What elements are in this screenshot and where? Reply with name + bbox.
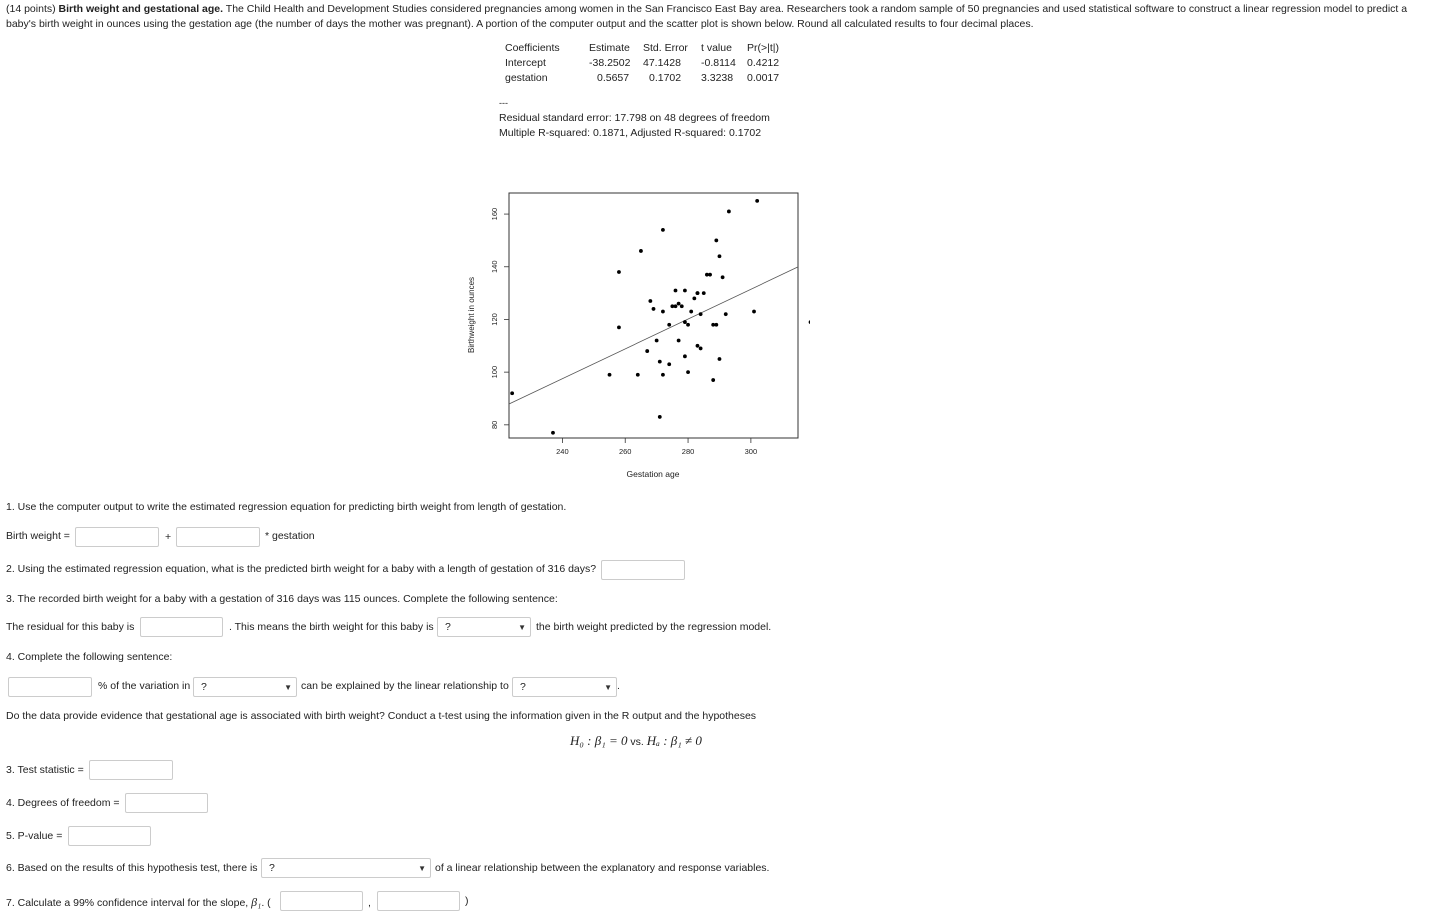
data-point [686, 370, 690, 374]
data-point [617, 325, 621, 329]
data-point [667, 323, 671, 327]
data-point [661, 373, 665, 377]
chevron-down-icon: ▼ [518, 623, 526, 632]
data-point [645, 349, 649, 353]
y-axis-label: Birthweight in ounces [467, 276, 476, 354]
table-header-row [501, 41, 783, 56]
chevron-down-icon: ▼ [284, 683, 292, 692]
x-tick-label: 300 [744, 447, 758, 456]
explanatory-variable-select[interactable] [512, 677, 617, 697]
data-point [809, 320, 810, 324]
open-paren: . ( [261, 897, 271, 909]
y-tick-label: 120 [490, 313, 499, 326]
data-point [658, 415, 662, 419]
table-header: Coefficients [505, 42, 560, 54]
x-axis [556, 438, 757, 456]
residual-suffix: the birth weight predicted by the regression model. [536, 621, 772, 633]
data-point [718, 357, 722, 361]
x-axis-label: Gestation age [626, 469, 680, 479]
residual-input[interactable] [140, 617, 223, 637]
data-point [752, 310, 756, 314]
percent-variation-input[interactable] [8, 677, 92, 697]
data-point [686, 323, 690, 327]
select-value: ? [201, 681, 207, 693]
data-point [639, 249, 643, 253]
plus-sign: + [165, 531, 172, 543]
conclusion-suffix: of a linear relationship between the explanatory and response variables. [435, 862, 770, 874]
y-tick-label: 100 [490, 365, 499, 379]
hypothesis-question: Do the data provide evidence that gestational age is associated with birth weight? Conduct a t-test using the information given in the R output and the hypotheses [6, 710, 757, 722]
output-separator: --- [499, 98, 508, 108]
problem-title: Birth weight and gestational age. [58, 3, 224, 15]
data-point [658, 360, 662, 364]
ci-lower-input[interactable] [280, 891, 363, 911]
question-1-text: 1. Use the computer output to write the estimated regression equation for predicting birth weight from length of gestation. [6, 501, 567, 513]
table-cell: gestation [505, 72, 548, 84]
data-point [648, 299, 652, 303]
ci-upper-input[interactable] [377, 891, 460, 911]
select-value: ? [520, 681, 526, 693]
data-point [677, 302, 681, 306]
data-point [652, 307, 656, 311]
response-variable-select[interactable] [193, 677, 297, 697]
data-point [677, 339, 681, 343]
data-point [714, 239, 718, 243]
chevron-down-icon: ▼ [604, 683, 612, 692]
vs-text: vs. [627, 736, 647, 748]
r-squared-line: Multiple R-squared: 0.1871, Adjusted R-squared: 0.1702 [499, 127, 762, 139]
evidence-select[interactable] [261, 858, 431, 878]
data-point [617, 270, 621, 274]
table-header: Std. Error [643, 42, 688, 54]
ci-comma: , [368, 897, 371, 909]
residual-middle-text: . This means the birth weight for this baby is [229, 621, 434, 633]
linear-relationship-text: can be explained by the linear relationship to [301, 680, 509, 692]
y-tick-label: 160 [490, 207, 499, 221]
degrees-of-freedom-input[interactable] [125, 793, 208, 813]
scatter-plot [460, 185, 810, 485]
problem-intro [6, 2, 1426, 32]
data-point [711, 378, 715, 382]
x-tick-label: 280 [681, 447, 695, 456]
predicted-weight-input[interactable] [601, 560, 685, 580]
points-label: (14 points) [6, 3, 56, 15]
table-cell: 0.4212 [747, 57, 780, 69]
table-cell: 0.1702 [649, 72, 682, 84]
hypotheses-formula [570, 733, 702, 749]
gestation-suffix: * gestation [265, 530, 315, 542]
test-statistic-input[interactable] [89, 760, 173, 780]
intercept-input[interactable] [75, 527, 159, 547]
data-point [661, 310, 665, 314]
data-point [674, 304, 678, 308]
y-tick-label: 140 [490, 260, 499, 274]
data-point [510, 391, 514, 395]
table-cell: 0.0017 [747, 72, 780, 84]
select-value: ? [269, 862, 275, 874]
data-point [708, 273, 712, 277]
data-point [696, 291, 700, 295]
data-point [683, 320, 687, 324]
chevron-down-icon: ▼ [418, 864, 426, 873]
table-cell: 47.1428 [643, 57, 681, 69]
data-point [683, 354, 687, 358]
regression-output [501, 41, 783, 86]
table-cell: 3.3238 [701, 72, 734, 84]
table-cell: -0.8114 [701, 57, 736, 69]
data-point [721, 275, 725, 279]
table-cell: Intercept [505, 57, 546, 69]
y-axis [490, 208, 509, 429]
data-point [674, 289, 678, 293]
residual-prefix: The residual for this baby is [6, 621, 135, 633]
coefficients-table [501, 41, 783, 86]
x-tick-label: 240 [556, 447, 569, 456]
residual-standard-error: Residual standard error: 17.798 on 48 degrees of freedom [499, 112, 770, 124]
data-point [718, 254, 722, 258]
data-point [655, 339, 659, 343]
question-2-text: 2. Using the estimated regression equation, what is the predicted birth weight for a baby with a length of gestation of 316 days? [6, 563, 597, 575]
confidence-interval-label [6, 895, 271, 910]
test-statistic-label: 3. Test statistic = [6, 764, 84, 776]
data-point [608, 373, 612, 377]
table-cell: -38.2502 [589, 57, 631, 69]
data-point [683, 289, 687, 293]
table-header: Pr(>|t|) [747, 42, 779, 54]
comparison-select[interactable] [437, 617, 531, 637]
data-point [636, 373, 640, 377]
data-point [689, 310, 693, 314]
data-point [699, 347, 703, 351]
question-4-text: 4. Complete the following sentence: [6, 651, 173, 663]
data-point [692, 296, 696, 300]
data-point [702, 291, 706, 295]
problem-text: The Child Health and Development Studies considered pregnancies among women in the San Francisco East Bay area. Researchers took a random sample of 50 pregnancies and used statistical software to construct a linear regression model to predict a baby's birth weight in ounces using the gestation age (the number of days the mother was pregnant). A portion of the computer output and the scatter plot is shown below. Round all calculated results to four decimal places. [6, 3, 1408, 30]
p-value-input[interactable] [68, 826, 151, 846]
data-point [661, 228, 665, 232]
table-row [501, 56, 783, 71]
table-row [501, 71, 783, 86]
null-hypothesis: H₀ : β₁ = 0 [570, 733, 628, 748]
data-point [727, 210, 731, 214]
x-tick-label: 260 [618, 447, 632, 456]
plot-frame [509, 193, 798, 438]
select-value: ? [445, 621, 451, 633]
close-paren: ) [465, 895, 469, 907]
data-point [667, 362, 671, 366]
table-header: Estimate [589, 42, 630, 54]
sentence-end: . [617, 680, 620, 692]
degrees-of-freedom-label: 4. Degrees of freedom = [6, 797, 120, 809]
table-cell: 0.5657 [597, 72, 630, 84]
data-point [714, 323, 718, 327]
alternative-hypothesis: Hₐ : β₁ ≠ 0 [646, 733, 702, 748]
ci-prefix: 7. Calculate a 99% confidence interval for the slope, [6, 897, 249, 909]
p-value-label: 5. P-value = [6, 830, 63, 842]
data-point [551, 431, 555, 435]
slope-input[interactable] [176, 527, 260, 547]
question-3-text: 3. The recorded birth weight for a baby with a gestation of 316 days was 115 ounces. Complete the following sentence: [6, 593, 558, 605]
data-point [680, 304, 684, 308]
beta-symbol: β₁ [251, 895, 262, 909]
data-point [755, 199, 759, 203]
table-header: t value [701, 42, 732, 54]
variation-text: % of the variation in [98, 680, 191, 692]
data-points [510, 199, 810, 435]
birth-weight-label: Birth weight = [6, 530, 70, 542]
data-point [696, 344, 700, 348]
data-point [699, 312, 703, 316]
regression-line [509, 267, 798, 404]
data-point [724, 312, 728, 316]
y-tick-label: 80 [490, 420, 499, 429]
conclusion-prefix: 6. Based on the results of this hypothesis test, there is [6, 862, 258, 874]
